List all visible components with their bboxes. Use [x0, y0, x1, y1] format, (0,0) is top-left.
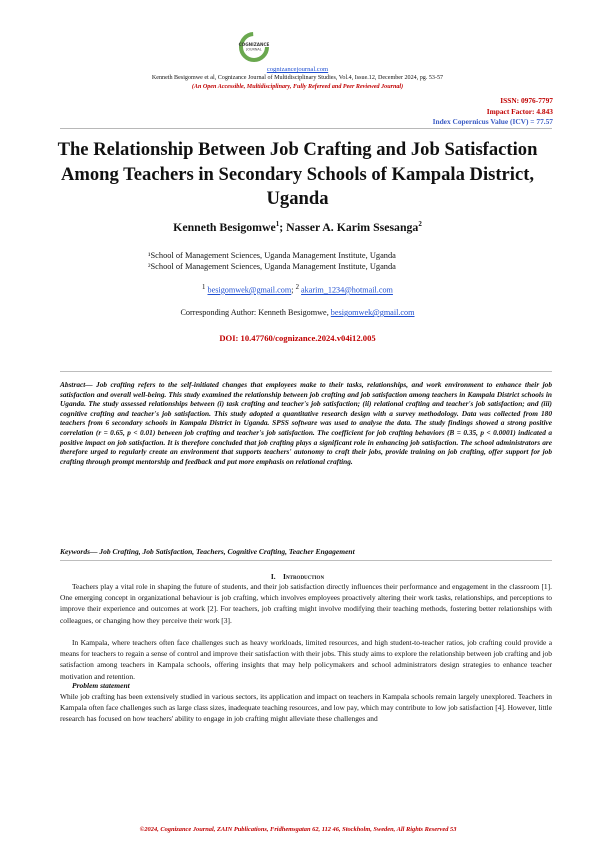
- corresponding-author: [0, 308, 595, 317]
- corresponding-label: Corresponding Author: Kenneth Besigomwe,: [180, 308, 331, 317]
- affiliation-2: ²School of Management Sciences, Uganda Management Institute, Uganda: [148, 262, 396, 271]
- paper-title: The Relationship Between Job Crafting and Job Satisfaction Among Teachers in Secondary Schools of Kampala District, Uganda: [57, 139, 538, 209]
- intro-paragraph-2: In Kampala, where teachers often face challenges such as heavy workloads, limited resources, and high student-to-teacher ratios, job crafting could provide a means for teachers to regain a sense of control and improve their satisfaction with their jobs. This study aims to explore the relationship between job crafting and job satisfaction among teachers in Kampala schools, offering insights that may help policymakers and school administrators design strategies to enhance teacher motivation and retention.: [60, 638, 552, 681]
- keywords: Keywords— Job Crafting, Job Satisfaction, Teachers, Cognitive Crafting, Teacher Engagement: [60, 547, 355, 556]
- section-heading-introduction: [0, 572, 595, 581]
- author-line: [0, 220, 595, 235]
- abstract: Abstract— Job crafting refers to the self-initiated changes that employees make to their tasks, relationships, and work environment to enhance their job satisfaction and overall well-being. This study examined the relationship between job crafting and job satisfaction among teachers in Kampala District schools in Uganda. The study assessed relationships between (i) task crafting and teacher's job satisfaction; (ii) relational crafting and teacher's job satisfaction; and (iii) cognitive crafting and teacher's job satisfaction. This study adopted a quantitative research design with a survey methodology. Data was collected from 180 teachers from 6 secondary schools in Kampala District in Uganda. SPSS software was used to analyse the data. The study findings showed a strong positive correlation (r = 0.65, p < 0.01) between job crafting and teacher's job satisfaction. The coefficient for job crafting behaviors (B = 0.35, p < 0.0001) indicated a positive impact on job satisfaction. It is therefore concluded that job crafting plays a significant role in enhancing job satisfaction. The school administrators are therefore urged to regularly create an environment that supports teachers' autonomy to craft their jobs, provide training on job crafting, offer support for job crafting through prompt mentorship and feedback and put more emphasis on relational crafting.: [60, 380, 552, 466]
- svg-text:COGNIZANCE: COGNIZANCE: [238, 42, 270, 47]
- author-1-name: Kenneth Besigomwe: [173, 220, 276, 234]
- email-2-link[interactable]: akarim_1234@hotmail.com: [301, 285, 393, 295]
- email-2-mark: 2: [295, 284, 299, 291]
- impact-factor: Impact Factor: 4.843: [486, 107, 553, 116]
- abstract-bottom-rule: [60, 560, 552, 561]
- author-2-name: Nasser A. Karim Ssesanga: [286, 220, 419, 234]
- email-1-mark: 1: [202, 284, 206, 291]
- journal-url-link[interactable]: cognizancejournal.com: [266, 66, 329, 73]
- section-number: I.: [270, 572, 276, 581]
- author-2-affil-mark: 2: [418, 220, 422, 229]
- icv-value: Index Copernicus Value (ICV) = 77.57: [432, 117, 553, 126]
- header-divider: [60, 128, 552, 129]
- open-access-line: (An Open Accessible, Multidisciplinary, Fully Refereed and Peer Reviewed Journal): [191, 84, 404, 90]
- abstract-top-rule: [60, 371, 552, 372]
- journal-logo: [228, 32, 280, 68]
- affiliation-1: ¹School of Management Sciences, Uganda Management Institute, Uganda: [148, 251, 396, 260]
- page-footer: ©2024, Cognizance Journal, ZAIN Publications, Fridhemsgatan 62, 112 46, Stockholm, Sweden, All Rights Reserved 53: [139, 826, 457, 833]
- author-separator: ;: [279, 220, 287, 234]
- problem-statement-paragraph: While job crafting has been extensively studied in various sectors, its application and impact on teachers in Kampala schools remain largely unexplored. Teachers in Kampala often face challenges such as large class sizes, inadequate teaching resources, and low pay, which may contribute to low job satisfaction [4]. However, little research has focused on how teachers' ability to engage in job crafting might alleviate these challenges and: [60, 692, 552, 724]
- email-1-link[interactable]: besigomwek@gmail.com: [207, 285, 292, 295]
- doi[interactable]: DOI: 10.47760/cognizance.2024.v04i12.005: [219, 333, 376, 343]
- citation-line: Kenneth Besigomwe et al, Cognizance Journal of Multidisciplinary Studies, Vol.4, Issue.12, December 2024, pg. 53-57: [151, 75, 444, 81]
- svg-text:JOURNAL: JOURNAL: [246, 47, 262, 52]
- problem-statement-heading: Problem statement: [72, 681, 130, 690]
- intro-paragraph-1: Teachers play a vital role in shaping the future of students, and their job satisfaction directly influences their performance and engagement in the classroom [1]. One emerging concept in organizational behaviour is job crafting, which involves employees proactively altering their work tasks, relationships, and perceptions to improve their experience and outcomes at work [2]. For teachers, job crafting might involve modifying their teaching methods, fostering better relationships with colleagues, or changing how they perceive their work [3].: [60, 582, 552, 625]
- author-emails: [0, 284, 595, 295]
- issn: ISSN: 0976-7797: [500, 96, 553, 105]
- section-title: Introduction: [283, 572, 325, 581]
- email-separator: ;: [291, 285, 296, 295]
- author-1-affil-mark: 1: [275, 220, 280, 229]
- corresponding-email-link[interactable]: besigomwek@gmail.com: [330, 308, 415, 317]
